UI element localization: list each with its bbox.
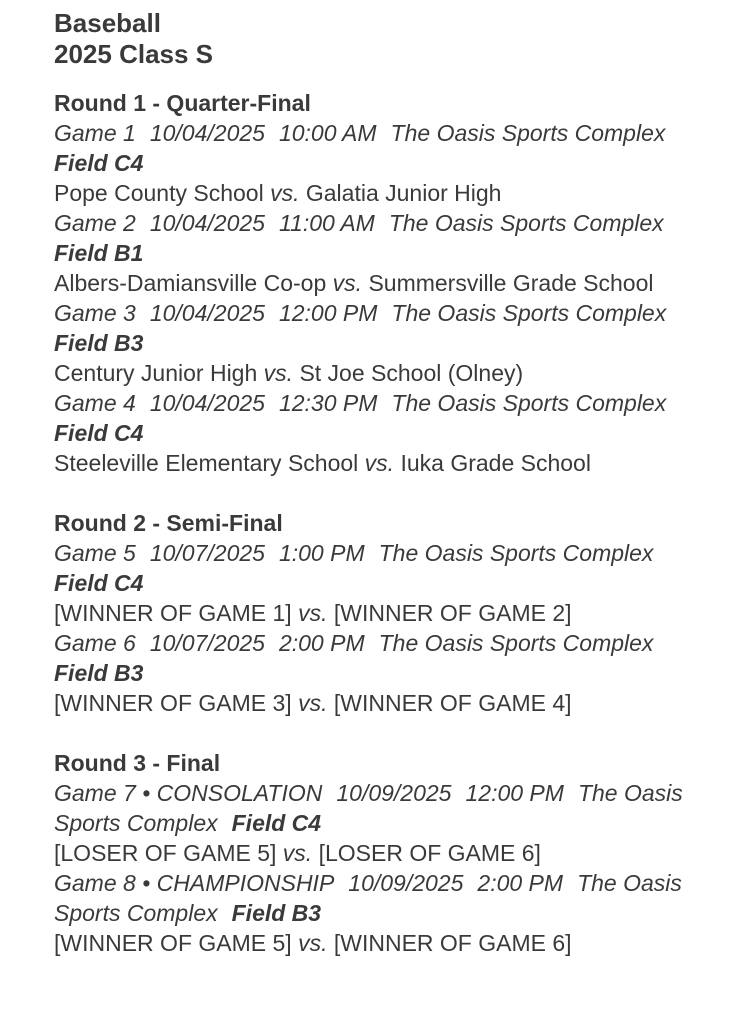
round-title: Round 1 - Quarter-Final xyxy=(54,90,311,116)
game-info xyxy=(54,778,714,838)
game-field: Field C4 xyxy=(231,810,322,836)
game-field: Field B3 xyxy=(54,660,144,686)
team-away: Summersville Grade School xyxy=(368,270,654,296)
game-time: 10:00 AM xyxy=(278,120,377,146)
game-date: 10/04/2025 xyxy=(149,390,265,416)
team-home: Pope County School xyxy=(54,180,264,206)
matchup xyxy=(54,358,714,388)
team-away: [LOSER OF GAME 6] xyxy=(318,840,541,866)
vs-label: vs. xyxy=(298,600,328,626)
team-home: Century Junior High xyxy=(54,360,258,386)
game-venue: The Oasis Sports Complex xyxy=(391,390,667,416)
game-label: Game 5 xyxy=(54,540,136,566)
matchup xyxy=(54,598,714,628)
game-time: 12:00 PM xyxy=(465,780,564,806)
matchup xyxy=(54,688,714,718)
matchup xyxy=(54,448,714,478)
game-field: Field C4 xyxy=(54,570,144,596)
game-field: Field C4 xyxy=(54,150,144,176)
game-venue: The Oasis Sports Complex xyxy=(54,780,683,836)
round-section xyxy=(54,748,714,958)
matchup xyxy=(54,928,714,958)
game-info xyxy=(54,208,714,268)
game-venue: The Oasis Sports Complex xyxy=(378,630,654,656)
game-info xyxy=(54,298,714,358)
vs-label: vs. xyxy=(364,450,395,476)
team-home: Steeleville Elementary School xyxy=(54,450,359,476)
sport-title: Baseball xyxy=(54,8,161,38)
rounds-list xyxy=(54,88,714,958)
round-section xyxy=(54,508,714,718)
game-venue: The Oasis Sports Complex xyxy=(378,540,654,566)
game-field: Field B3 xyxy=(54,330,144,356)
round-title: Round 2 - Semi-Final xyxy=(54,510,283,536)
game-venue: The Oasis Sports Complex xyxy=(54,870,682,926)
team-away: [WINNER OF GAME 6] xyxy=(333,930,572,956)
game-time: 2:00 PM xyxy=(278,630,365,656)
team-away: Galatia Junior High xyxy=(305,180,502,206)
game-date: 10/07/2025 xyxy=(149,540,265,566)
vs-label: vs. xyxy=(332,270,363,296)
game-date: 10/09/2025 xyxy=(348,870,464,896)
game-venue: The Oasis Sports Complex xyxy=(390,120,666,146)
class-title: 2025 Class S xyxy=(54,39,214,69)
game-date: 10/04/2025 xyxy=(149,120,265,146)
game-label: Game 4 xyxy=(54,390,136,416)
team-away: [WINNER OF GAME 2] xyxy=(333,600,572,626)
round-section xyxy=(54,88,714,478)
game-label: Game 3 xyxy=(54,300,136,326)
vs-label: vs. xyxy=(270,180,300,206)
game-time: 2:00 PM xyxy=(477,870,564,896)
game-venue: The Oasis Sports Complex xyxy=(391,300,667,326)
game-label: Game 8 • CHAMPIONSHIP xyxy=(54,870,335,896)
game-info xyxy=(54,388,714,448)
game-venue: The Oasis Sports Complex xyxy=(388,210,664,236)
team-home: [LOSER OF GAME 5] xyxy=(54,840,277,866)
game-date: 10/09/2025 xyxy=(336,780,452,806)
game-field: Field B1 xyxy=(54,240,144,266)
team-away: [WINNER OF GAME 4] xyxy=(333,690,572,716)
vs-label: vs. xyxy=(298,690,328,716)
game-time: 12:00 PM xyxy=(278,300,378,326)
team-home: Albers-Damiansville Co-op xyxy=(54,270,327,296)
game-time: 1:00 PM xyxy=(278,540,365,566)
team-away: Iuka Grade School xyxy=(400,450,591,476)
matchup xyxy=(54,178,714,208)
game-info xyxy=(54,118,714,178)
game-label: Game 2 xyxy=(54,210,136,236)
game-label: Game 7 • CONSOLATION xyxy=(54,780,323,806)
game-info xyxy=(54,868,714,928)
game-time: 11:00 AM xyxy=(278,210,375,236)
team-home: [WINNER OF GAME 5] xyxy=(54,930,292,956)
matchup xyxy=(54,838,714,868)
round-title: Round 3 - Final xyxy=(54,750,221,776)
vs-label: vs. xyxy=(263,360,294,386)
team-home: [WINNER OF GAME 1] xyxy=(54,600,292,626)
game-label: Game 6 xyxy=(54,630,136,656)
game-info xyxy=(54,628,714,688)
game-field: Field C4 xyxy=(54,420,144,446)
game-field: Field B3 xyxy=(231,900,322,926)
schedule-page xyxy=(54,8,714,958)
game-date: 10/04/2025 xyxy=(149,210,265,236)
vs-label: vs. xyxy=(298,930,328,956)
game-info xyxy=(54,538,714,598)
matchup xyxy=(54,268,714,298)
game-date: 10/04/2025 xyxy=(149,300,265,326)
team-away: St Joe School (Olney) xyxy=(299,360,524,386)
game-time: 12:30 PM xyxy=(278,390,378,416)
vs-label: vs. xyxy=(282,840,313,866)
team-home: [WINNER OF GAME 3] xyxy=(54,690,292,716)
game-date: 10/07/2025 xyxy=(149,630,265,656)
game-label: Game 1 xyxy=(54,120,136,146)
